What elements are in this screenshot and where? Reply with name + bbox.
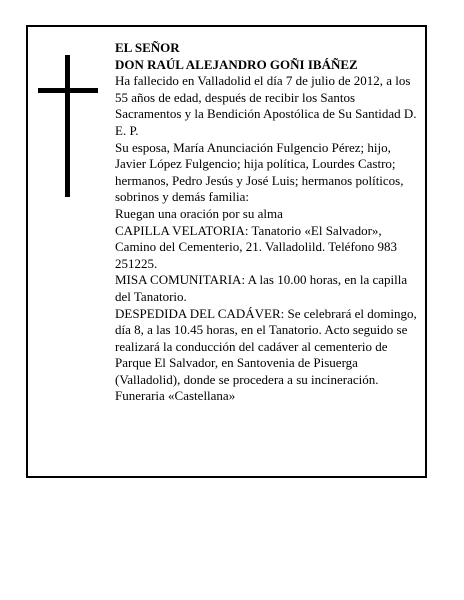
prayer-request: Ruegan una oración por su alma: [115, 205, 283, 221]
cross-horizontal-bar: [38, 88, 98, 93]
funeral-home: Funeraria «Castellana»: [115, 388, 236, 404]
notice-text: [115, 40, 420, 405]
cross-vertical-bar: [65, 55, 70, 197]
family-list: Su esposa, María Anunciación Fulgencio Pérez; hijo, Javier López Fulgencio; hija política, Lourdes Castro; hermanos, Pedro Jesús y José Luis; hermanos políticos, sobrinos y demás familia:: [115, 139, 404, 205]
cross-icon: [38, 55, 98, 197]
notice-heading: EL SEÑOR: [115, 40, 180, 55]
mass-info: MISA COMUNITARIA: A las 10.00 horas, en la capilla del Tanatorio.: [115, 272, 408, 304]
chapel-info: CAPILLA VELATORIA: Tanatorio «El Salvador», Camino del Cementerio, 21. Valladolild. Teléfono 983 251225.: [115, 222, 398, 271]
farewell-info: DESPEDIDA DEL CADÁVER: Se celebrará el domingo, día 8, a las 10.45 horas, en el Tanatorio. Acto seguido se realizará la conducción del cadáver al cementerio de Parque El Salvador, en Santovenia de Pisuerga (Valladolid), donde se procedera a su incineración.: [115, 305, 417, 387]
deceased-name: DON RAÚL ALEJANDRO GOÑI IBÁÑEZ: [115, 56, 358, 72]
death-announcement: Ha fallecido en Valladolid el día 7 de julio de 2012, a los 55 años de edad, después de recibir los Santos Sacramentos y la Bendición Apostólica de Su Santidad D. E. P.: [115, 73, 417, 138]
obituary-notice: [26, 25, 427, 478]
